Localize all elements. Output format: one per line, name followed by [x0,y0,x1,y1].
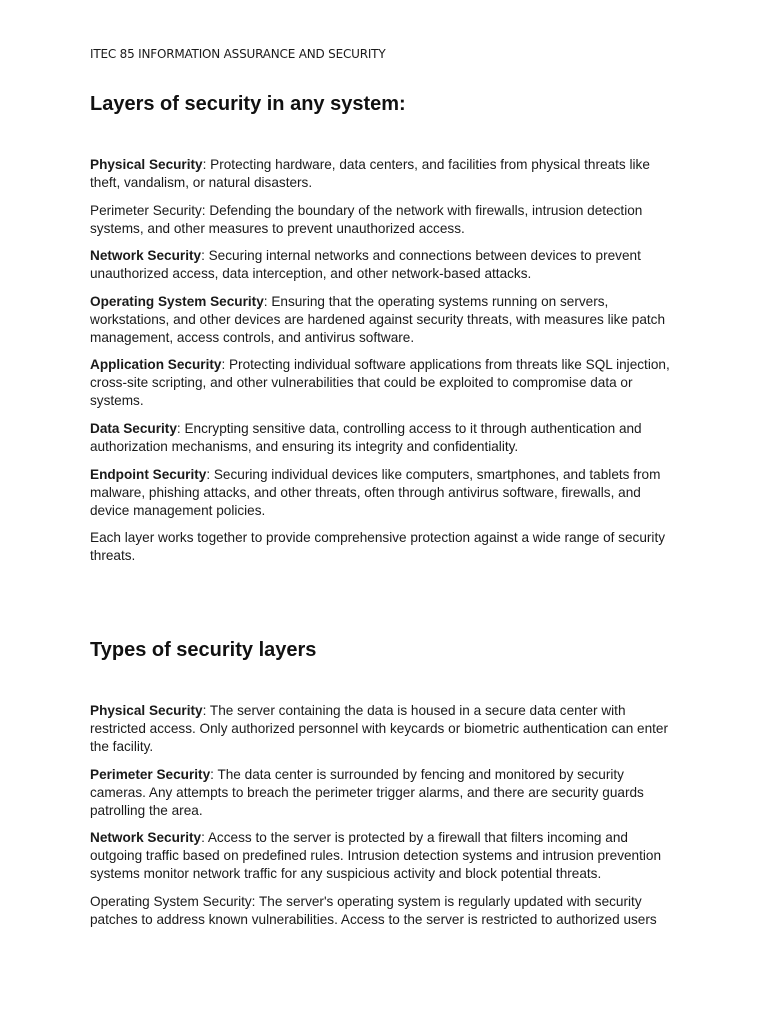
paragraph-summary: Each layer works together to provide comprehensive protection against a wide range of security threats. [90,530,666,564]
paragraph-application-security: Application Security: Protecting individual software applications from threats like SQL injection, cross-site scripting, and other vulnerabilities that could be exploited to compromise data or systems. [90,357,670,409]
paragraph-os-security: Operating System Security: Ensuring that the operating systems running on servers, workstations, and other devices are hardened against security threats, with measures like patch management, access controls, and antivirus software. [90,293,666,345]
paragraph-network-security: Network Security: Securing internal networks and connections between devices to prevent unauthorized access, data interception, and other network-based attacks. [90,248,641,282]
paragraph-endpoint-security: Endpoint Security: Securing individual devices like computers, smartphones, and tablets from malware, phishing attacks, and other threats, often through antivirus software, firewalls, and device management policies. [90,466,661,518]
paragraph-perimeter-security: Perimeter Security: Defending the boundary of the network with firewalls, intrusion detection systems, and other measures to prevent unauthorized access. [90,202,643,236]
section-title-layers: Layers of security in any system: [90,93,406,115]
paragraph-os-security-example: Operating System Security: The server's operating system is regularly updated with security patches to address known vulnerabilities. Access to the server is restricted to authorized users [90,893,657,927]
paragraph-physical-security: Physical Security: Protecting hardware, data centers, and facilities from physical threats like theft, vandalism, or natural disasters. [90,157,650,190]
paragraph-physical-security-example: Physical Security: The server containing the data is housed in a secure data center with restricted access. Only authorized personnel with keycards or biometric authentication can enter the facility. [90,703,669,754]
paragraph-data-security: Data Security: Encrypting sensitive data, controlling access to it through authentication and authorization mechanisms, and ensuring its integrity and confidentiality. [90,420,642,454]
section-title-types: Types of security layers [90,639,317,661]
paragraph-perimeter-security-example: Perimeter Security: The data center is surrounded by fencing and monitored by security cameras. Any attempts to breach the perimeter trigger alarms, and there are security guards patrolling the area. [90,766,644,818]
section-layers-list [90,156,682,575]
section-types-list [90,702,682,938]
document-header: ITEC 85 INFORMATION ASSURANCE AND SECURITY [90,47,386,61]
paragraph-network-security-example: Network Security: Access to the server is protected by a firewall that filters incoming and outgoing traffic based on predefined rules. Intrusion detection systems and intrusion prevention systems monitor network traffic for any suspicious activity and block potential threats. [90,830,662,882]
